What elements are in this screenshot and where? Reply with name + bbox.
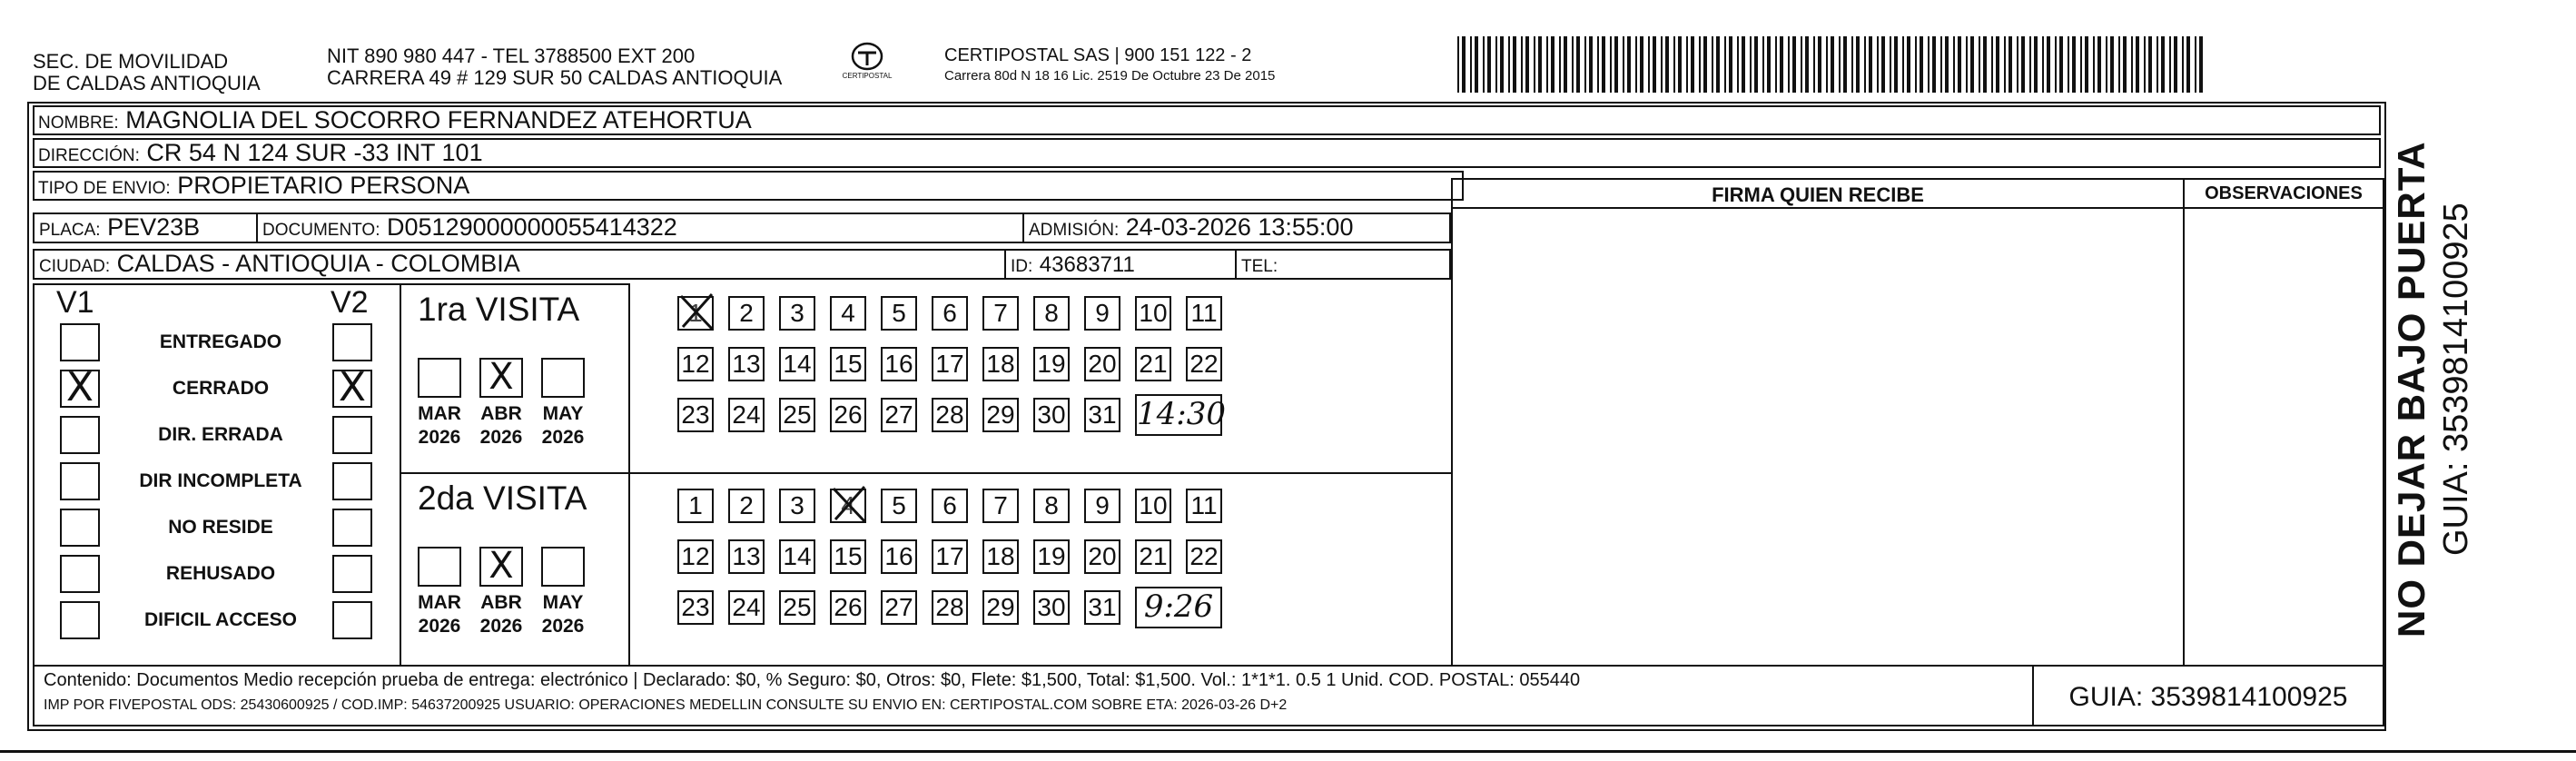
day-box[interactable]: 31 <box>1084 590 1120 625</box>
barcode-bar <box>1750 36 1752 93</box>
placa-value: PEV23B <box>107 213 201 241</box>
day-box[interactable]: 22 <box>1186 347 1222 381</box>
barcode-bar <box>1457 36 1459 93</box>
first-visit-title: 1ra VISITA <box>418 291 580 328</box>
day-box[interactable]: 5 <box>881 296 917 331</box>
barcode-bar <box>2195 36 2196 93</box>
barcode-bar <box>1703 36 1707 93</box>
day-box[interactable]: 18 <box>982 347 1019 381</box>
barcode-bar <box>1475 36 1478 93</box>
month-checkbox[interactable]: X <box>479 358 523 398</box>
barcode-bar <box>1945 36 1949 93</box>
month-year: 2026 <box>418 427 461 448</box>
courier-block <box>944 45 1275 84</box>
barcode-bar <box>1729 36 1732 93</box>
ciudad-cell <box>33 249 1006 280</box>
month-year: 2026 <box>479 616 523 637</box>
day-box[interactable]: 12 <box>677 347 714 381</box>
tel-label: TEL: <box>1241 257 1278 276</box>
barcode-bar <box>1742 36 1745 93</box>
barcode-bar <box>1673 36 1675 93</box>
day-box[interactable]: 9 <box>1084 489 1120 523</box>
barcode-bar <box>1958 36 1961 93</box>
nombre-value: MAGNOLIA DEL SOCORRO FERNANDEZ ATEHORTUA <box>125 106 752 133</box>
status-label: ENTREGADO <box>159 331 282 352</box>
day-box[interactable]: 10 <box>1135 489 1171 523</box>
day-box[interactable]: 6 <box>932 296 968 331</box>
day-box[interactable]: 21 <box>1135 347 1171 381</box>
documento-label: DOCUMENTO: <box>262 221 380 240</box>
barcode-bar <box>2017 36 2018 93</box>
month-year: 2026 <box>418 616 461 637</box>
barcode-bar <box>1792 36 1796 93</box>
day-box[interactable]: 11 <box>1186 296 1222 331</box>
ciudad-label: CIUDAD: <box>39 257 111 276</box>
barcode-bar <box>2085 36 2088 93</box>
bottom-rule <box>0 750 2576 753</box>
day-box[interactable]: 24 <box>728 398 765 432</box>
day-box[interactable]: 1 <box>677 296 714 331</box>
v1-status-checkbox[interactable] <box>60 462 100 500</box>
barcode-bar <box>2093 36 2095 93</box>
month-checkbox[interactable] <box>541 358 585 398</box>
barcode-bar <box>1648 36 1650 93</box>
barcode-bar <box>2068 36 2069 93</box>
barcode-bar <box>1932 36 1936 93</box>
firma-box[interactable] <box>1451 178 2185 667</box>
barcode-bar <box>1877 36 1879 93</box>
logo-emblem-icon <box>849 42 885 71</box>
barcode-bar <box>1801 36 1802 93</box>
second-visit-title: 2da VISITA <box>418 479 587 517</box>
barcode-bar <box>2123 36 2127 93</box>
day-box[interactable]: 29 <box>982 398 1019 432</box>
month-label: MAY <box>542 403 584 424</box>
certipostal-logo <box>831 42 903 87</box>
month-label: ABR <box>480 592 522 613</box>
barcode-bar <box>2136 36 2139 93</box>
barcode-bar <box>2148 36 2152 93</box>
barcode-bar <box>1996 36 1999 93</box>
footer-line2: IMP POR FIVEPOSTAL ODS: 25430600925 / COD.IMP: 54637200925 USUARIO: OPERACIONES MEDELLIN CONSULTE SU ENVIO EN: CERTIPOSTAL.COM SOBRE ETA: 2026-03-26 D+2 <box>44 697 1288 713</box>
day-box[interactable]: 25 <box>779 398 815 432</box>
barcode-bar <box>2110 36 2114 93</box>
barcode <box>1457 36 2211 93</box>
day-box[interactable]: 20 <box>1084 539 1120 574</box>
barcode-bar <box>1470 36 1472 93</box>
logo-text: CERTIPOSTAL <box>842 72 893 80</box>
day-box[interactable]: 25 <box>779 590 815 625</box>
barcode-bar <box>1665 36 1669 93</box>
barcode-bar <box>1661 36 1663 93</box>
barcode-bar <box>1500 36 1504 93</box>
day-box[interactable]: 21 <box>1135 539 1171 574</box>
barcode-bar <box>1767 36 1771 93</box>
tipo-value: PROPIETARIO PERSONA <box>177 172 470 199</box>
month-year: 2026 <box>479 427 523 448</box>
barcode-bar <box>1546 36 1548 93</box>
barcode-bar <box>2042 36 2044 93</box>
barcode-bar <box>1538 36 1542 93</box>
admision-label: ADMISIÓN: <box>1029 221 1120 240</box>
admision-cell <box>1022 212 1451 243</box>
id-label: ID: <box>1011 257 1033 276</box>
v1-status-checkbox[interactable] <box>60 509 100 547</box>
barcode-bar <box>1970 36 1974 93</box>
courier-line1: CERTIPOSTAL SAS | 900 151 122 - 2 <box>944 45 1252 65</box>
barcode-bar <box>1991 36 1993 93</box>
day-box[interactable]: 17 <box>932 539 968 574</box>
barcode-bar <box>2072 36 2076 93</box>
footer-guia: GUIA: 3539814100925 <box>2068 682 2348 712</box>
day-box[interactable]: 4 <box>830 296 866 331</box>
barcode-bar <box>1818 36 1821 93</box>
day-box[interactable]: 16 <box>881 347 917 381</box>
barcode-bar <box>1928 36 1930 93</box>
barcode-bar <box>1839 36 1841 93</box>
barcode-bar <box>1487 36 1491 93</box>
day-box[interactable]: 23 <box>677 590 714 625</box>
side-guia: GUIA: 3539814100925 <box>2437 203 2475 556</box>
day-box[interactable]: 31 <box>1084 398 1120 432</box>
barcode-bar <box>1691 36 1694 93</box>
v1-status-checkbox[interactable] <box>60 323 100 361</box>
firma-header: FIRMA QUIEN RECIBE <box>1712 183 1924 206</box>
day-box[interactable]: 10 <box>1135 296 1171 331</box>
admision-value: 24-03-2026 13:55:00 <box>1125 213 1354 241</box>
barcode-bar <box>1813 36 1815 93</box>
barcode-bar <box>1602 36 1605 93</box>
barcode-bar <box>1572 36 1574 93</box>
v1-status-checkbox[interactable] <box>60 555 100 593</box>
barcode-bar <box>1635 36 1637 93</box>
footer-line1: Contenido: Documentos Medio recepción prueba de entrega: electrónico | Declarado: $0, % Seguro: $0, Otros: $0, Flete: $1,500, Total: $1,500. Vol.: 1*1*1. 0.5 1 Unid. COD. POSTAL: 055440 <box>44 670 1581 690</box>
time-box[interactable]: 9:26 <box>1135 587 1222 628</box>
nombre-label: NOMBRE: <box>38 114 119 133</box>
barcode-bar <box>1831 36 1834 93</box>
day-box[interactable]: 4 <box>830 489 866 523</box>
day-box[interactable]: 23 <box>677 398 714 432</box>
v2-status-checkbox[interactable] <box>332 323 372 361</box>
barcode-bar <box>1597 36 1599 93</box>
tipo-label: TIPO DE ENVIO: <box>38 179 171 198</box>
barcode-bar <box>1775 36 1777 93</box>
barcode-bar <box>1881 36 1885 93</box>
barcode-bar <box>1966 36 1968 93</box>
barcode-bar <box>1826 36 1828 93</box>
barcode-bar <box>1576 36 1580 93</box>
day-box[interactable]: 28 <box>932 398 968 432</box>
month-year: 2026 <box>541 616 585 637</box>
tipo-row <box>33 171 1464 201</box>
barcode-bar <box>2008 36 2012 93</box>
barcode-bar <box>2169 36 2171 93</box>
sender-line1: SEC. DE MOVILIDAD <box>33 50 229 73</box>
barcode-bar <box>1640 36 1643 93</box>
day-box[interactable]: 30 <box>1033 590 1070 625</box>
v2-status-checkbox[interactable] <box>332 509 372 547</box>
day-box[interactable]: 15 <box>830 347 866 381</box>
day-box[interactable]: 29 <box>982 590 1019 625</box>
v1-status-checkbox[interactable]: X <box>60 370 100 408</box>
day-box[interactable]: 5 <box>881 489 917 523</box>
day-box[interactable]: 8 <box>1033 296 1070 331</box>
day-box[interactable]: 18 <box>982 539 1019 574</box>
placa-label: PLACA: <box>39 221 101 240</box>
barcode-bar <box>1843 36 1847 93</box>
day-box[interactable]: 3 <box>779 489 815 523</box>
month-label: MAR <box>418 592 461 613</box>
barcode-bar <box>1495 36 1497 93</box>
barcode-bar <box>1953 36 1955 93</box>
barcode-bar <box>1716 36 1720 93</box>
status-label: DIR. ERRADA <box>158 424 283 445</box>
barcode-bar <box>1864 36 1866 93</box>
day-box[interactable]: 3 <box>779 296 815 331</box>
month-label: MAR <box>418 403 461 424</box>
v1-status-checkbox[interactable] <box>60 416 100 454</box>
barcode-bar <box>1559 36 1561 93</box>
day-box[interactable]: 7 <box>982 296 1019 331</box>
barcode-bar <box>1894 36 1898 93</box>
day-box[interactable]: 9 <box>1084 296 1120 331</box>
barcode-bar <box>1525 36 1529 93</box>
status-label: REHUSADO <box>165 563 276 584</box>
month-checkbox[interactable] <box>418 547 461 587</box>
barcode-bar <box>2097 36 2101 93</box>
day-box[interactable]: 30 <box>1033 398 1070 432</box>
day-box[interactable]: 19 <box>1033 347 1070 381</box>
day-mark-icon <box>828 483 870 529</box>
id-value: 43683711 <box>1039 252 1135 277</box>
month-label: ABR <box>480 403 522 424</box>
observaciones-header-line <box>2183 207 2384 209</box>
placa-cell <box>33 212 258 243</box>
barcode-bar <box>2047 36 2050 93</box>
v1-status-checkbox[interactable] <box>60 601 100 639</box>
day-box[interactable]: 17 <box>932 347 968 381</box>
barcode-bar <box>1521 36 1523 93</box>
barcode-bar <box>1724 36 1726 93</box>
barcode-bar <box>1920 36 1923 93</box>
barcode-bar <box>1754 36 1758 93</box>
ciudad-value: CALDAS - ANTIOQUIA - COLOMBIA <box>116 250 520 277</box>
day-box[interactable]: 14 <box>779 539 815 574</box>
barcode-bar <box>2182 36 2184 93</box>
barcode-bar <box>1610 36 1612 93</box>
barcode-bar <box>1627 36 1631 93</box>
day-mark-icon <box>676 291 717 337</box>
day-box[interactable]: 26 <box>830 590 866 625</box>
v2-status-checkbox[interactable]: X <box>332 370 372 408</box>
sender-line2: DE CALDAS ANTIOQUIA <box>33 72 261 94</box>
documento-cell <box>256 212 1024 243</box>
barcode-bar <box>1902 36 1904 93</box>
day-box[interactable]: 27 <box>881 590 917 625</box>
courier-line2: Carrera 80d N 18 16 Lic. 2519 De Octubre 23 De 2015 <box>944 68 1276 84</box>
status-label: DIR INCOMPLETA <box>139 470 302 491</box>
day-box[interactable]: 16 <box>881 539 917 574</box>
barcode-bar <box>1805 36 1809 93</box>
barcode-bar <box>1508 36 1510 93</box>
day-box[interactable]: 19 <box>1033 539 1070 574</box>
barcode-bar <box>1462 36 1466 93</box>
barcode-bar <box>1851 36 1853 93</box>
tel-cell <box>1235 249 1451 280</box>
barcode-bar <box>1915 36 1917 93</box>
status-label: NO RESIDE <box>168 517 273 538</box>
day-box[interactable]: 8 <box>1033 489 1070 523</box>
barcode-bar <box>1584 36 1586 93</box>
direccion-row <box>33 138 2381 168</box>
barcode-graphic <box>1457 36 2211 93</box>
barcode-bar <box>2131 36 2133 93</box>
barcode-bar <box>2199 36 2203 93</box>
day-box[interactable]: 26 <box>830 398 866 432</box>
status-label: DIFICIL ACCESO <box>143 609 297 630</box>
barcode-bar <box>1513 36 1516 93</box>
observaciones-header: OBSERVACIONES <box>2205 183 2363 203</box>
month-year: 2026 <box>541 427 585 448</box>
firma-header-line <box>1451 207 2185 209</box>
month-checkbox[interactable]: X <box>479 547 523 587</box>
barcode-bar <box>1686 36 1688 93</box>
id-cell <box>1004 249 1237 280</box>
barcode-bar <box>1678 36 1682 93</box>
barcode-bar <box>1483 36 1485 93</box>
barcode-bar <box>1614 36 1618 93</box>
time-box[interactable]: 14:30 <box>1135 394 1222 436</box>
barcode-bar <box>2186 36 2190 93</box>
barcode-bar <box>2161 36 2165 93</box>
day-box[interactable]: 2 <box>728 489 765 523</box>
barcode-bar <box>1534 36 1535 93</box>
barcode-bar <box>2034 36 2038 93</box>
day-box[interactable]: 6 <box>932 489 968 523</box>
status-label: CERRADO <box>172 378 270 399</box>
day-box[interactable]: 13 <box>728 347 765 381</box>
day-box[interactable]: 7 <box>982 489 1019 523</box>
barcode-bar <box>1564 36 1567 93</box>
barcode-bar <box>1890 36 1891 93</box>
barcode-bar <box>1699 36 1701 93</box>
nit-line1: NIT 890 980 447 - TEL 3788500 EXT 200 <box>327 44 696 67</box>
barcode-bar <box>2144 36 2146 93</box>
barcode-bar <box>2080 36 2082 93</box>
direccion-value: CR 54 N 124 SUR -33 INT 101 <box>146 139 483 166</box>
barcode-bar <box>1589 36 1593 93</box>
day-box[interactable]: 14 <box>779 347 815 381</box>
day-box[interactable]: 11 <box>1186 489 1222 523</box>
day-box[interactable]: 15 <box>830 539 866 574</box>
barcode-bar <box>1983 36 1987 93</box>
barcode-bar <box>1623 36 1624 93</box>
v2-status-checkbox[interactable] <box>332 416 372 454</box>
barcode-bar <box>1788 36 1790 93</box>
barcode-bar <box>1856 36 1860 93</box>
barcode-bar <box>2059 36 2063 93</box>
day-box[interactable]: 22 <box>1186 539 1222 574</box>
documento-value: D05129000000055414322 <box>387 213 677 241</box>
day-box[interactable]: 12 <box>677 539 714 574</box>
direccion-label: DIRECCIÓN: <box>38 146 140 165</box>
barcode-bar <box>2118 36 2120 93</box>
sender-block <box>33 51 261 94</box>
barcode-bar <box>1762 36 1764 93</box>
no-dejar-bajo-puerta: NO DEJAR BAJO PUERTA <box>2390 141 2433 637</box>
barcode-bar <box>1940 36 1942 93</box>
barcode-bar <box>1907 36 1910 93</box>
v2-status-checkbox[interactable] <box>332 462 372 500</box>
day-box[interactable]: 20 <box>1084 347 1120 381</box>
v2-status-checkbox[interactable] <box>332 555 372 593</box>
barcode-bar <box>1979 36 1980 93</box>
month-checkbox[interactable] <box>418 358 461 398</box>
barcode-bar <box>2021 36 2025 93</box>
barcode-bar <box>1780 36 1783 93</box>
barcode-bar <box>1737 36 1739 93</box>
barcode-bar <box>2004 36 2006 93</box>
barcode-bar <box>1653 36 1656 93</box>
day-box[interactable]: 1 <box>677 489 714 523</box>
v2-label: V2 <box>331 285 369 320</box>
v1-label: V1 <box>56 285 94 320</box>
day-box[interactable]: 27 <box>881 398 917 432</box>
barcode-bar <box>1551 36 1554 93</box>
v2-status-checkbox[interactable] <box>332 601 372 639</box>
barcode-bar <box>2106 36 2107 93</box>
visit-split-line <box>400 472 1451 474</box>
nit-line2: CARRERA 49 # 129 SUR 50 CALDAS ANTIOQUIA <box>327 66 783 89</box>
barcode-bar <box>2055 36 2057 93</box>
day-box[interactable]: 13 <box>728 539 765 574</box>
observaciones-box[interactable] <box>2183 178 2384 667</box>
nit-block <box>327 45 782 89</box>
barcode-bar <box>1869 36 1872 93</box>
nombre-row <box>33 105 2381 135</box>
barcode-bar <box>2157 36 2158 93</box>
month-label: MAY <box>542 592 584 613</box>
barcode-bar <box>2029 36 2031 93</box>
day-box[interactable]: 28 <box>932 590 968 625</box>
barcode-bar <box>1712 36 1713 93</box>
day-box[interactable]: 2 <box>728 296 765 331</box>
month-checkbox[interactable] <box>541 547 585 587</box>
barcode-bar <box>2174 36 2177 93</box>
day-box[interactable]: 24 <box>728 590 765 625</box>
